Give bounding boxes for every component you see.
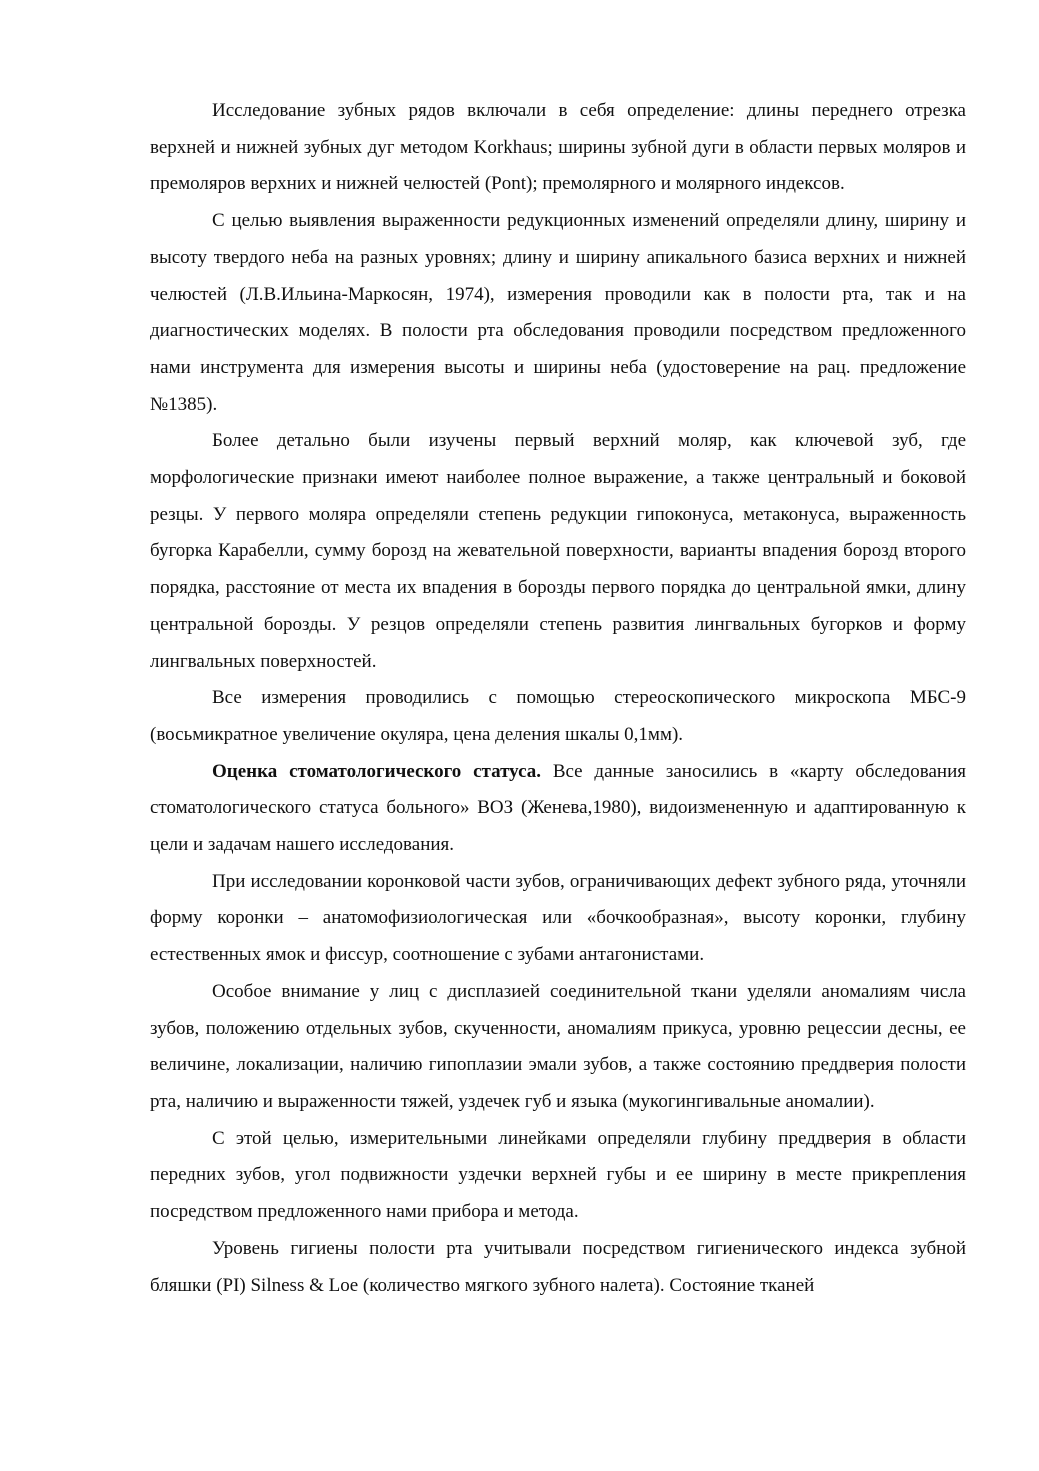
paragraph-text: Все данные заносились в «карту обследования стоматологического статуса больного» ВОЗ (Женева,1980), видоизмененную и адаптированную к цели и задачам нашего исследования. bbox=[150, 760, 966, 856]
paragraph-text: Исследование зубных рядов включали в себя определение: длины переднего отрезка верхней и нижней зубных дуг методом Korkhaus; ширины зубной дуги в области первых моляров и премоляров верхних и нижней челюстей (Pont); премолярного и молярного индексов. bbox=[150, 100, 966, 195]
paragraph-first-molar bbox=[150, 423, 966, 680]
paragraph-text: Более детально были изучены первый верхний моляр, как ключевой зуб, где морфологические признаки имеют наиболее полное выражение, а также центральный и боковой резцы. У первого моляра определяли степень редукции гипоконуса, метаконуса, выраженность бугорка Карабелли, сумму борозд на жевательной поверхности, варианты впадения борозд второго порядка, расстояние от места их впадения в борозды первого порядка до центральной ямки, длину центральной борозды. У резцов определяли степень развития лингвальных бугорков и форму лингвальных поверхностей. bbox=[150, 430, 966, 672]
paragraph-text: При исследовании коронковой части зубов, ограничивающих дефект зубного ряда, уточняли форму коронки – анатомофизиологическая или «бочкообразная», высоту коронки, глубину естественных ямок и фиссур, соотношение с зубами антагонистами. bbox=[150, 870, 966, 966]
paragraph-dental-status bbox=[150, 754, 966, 864]
paragraph-microscope bbox=[150, 680, 966, 753]
paragraph-dysplasia-attention bbox=[150, 974, 966, 1121]
paragraph-text: Уровень гигиены полости рта учитывали посредством гигиенического индекса зубной бляшки (PI) Silness & Loe (количество мягкого зубного налета). Состояние тканей bbox=[150, 1237, 966, 1296]
paragraph-vestibule-measurement bbox=[150, 1121, 966, 1231]
inline-heading-dental-status: Оценка стоматологического статуса. bbox=[212, 760, 542, 782]
paragraph-dentition-study bbox=[150, 93, 966, 203]
paragraph-text: Особое внимание у лиц с дисплазией соединительной ткани уделяли аномалиям числа зубов, положению отдельных зубов, скученности, аномалиям прикуса, уровню рецессии десны, ее величине, локализации, наличию гипоплазии эмали зубов, а также состоянию преддверия полости рта, наличию и выраженности тяжей, уздечек губ и языка (мукогингивальные аномалии). bbox=[150, 980, 966, 1112]
paragraph-hygiene-level bbox=[150, 1231, 966, 1304]
paragraph-reduction-changes bbox=[150, 203, 966, 423]
paragraph-text: С целью выявления выраженности редукционных изменений определяли длину, ширину и высоту твердого неба на разных уровнях; длину и ширину апикального базиса верхних и нижней челюстей (Л.В.Ильина-Маркосян, 1974), измерения проводили как в полости рта, так и на диагностических моделях. В полости рта обследования проводили посредством предложенного нами инструмента для измерения высоты и ширины неба (удостоверение на рац. предложение №1385). bbox=[150, 210, 966, 415]
paragraph-text: С этой целью, измерительными линейками определяли глубину преддверия в области передних зубов, угол подвижности уздечки верхней губы и ее ширину в месте прикрепления посредством предложенного нами прибора и метода. bbox=[150, 1127, 966, 1223]
document-page bbox=[150, 93, 966, 1304]
paragraph-text: Все измерения проводились с помощью стереоскопического микроскопа МБС-9 (восьмикратное увеличение окуляра, цена деления шкалы 0,1мм). bbox=[150, 687, 966, 745]
paragraph-crown-study bbox=[150, 864, 966, 974]
